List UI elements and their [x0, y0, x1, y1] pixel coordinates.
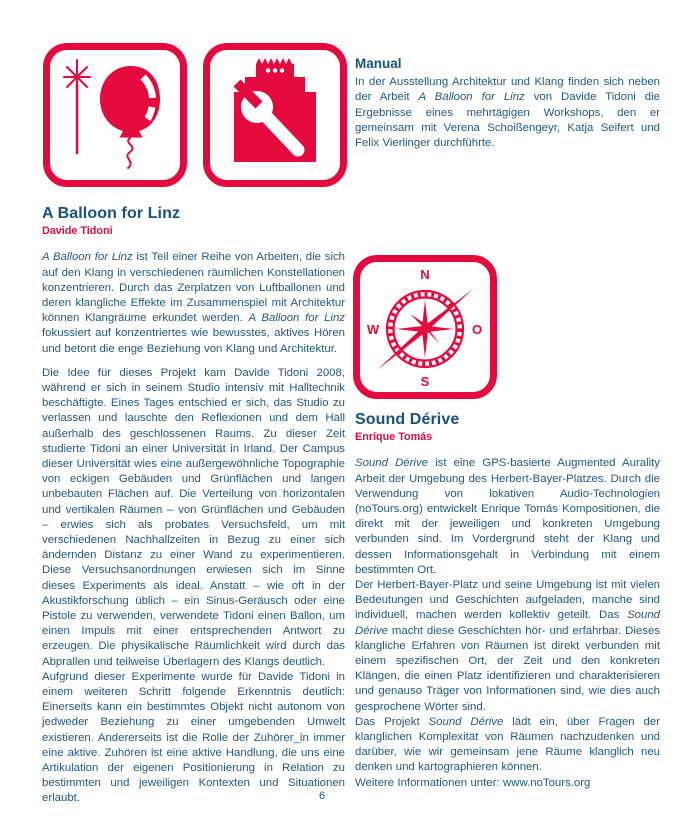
- compass-label-south: S: [420, 374, 430, 389]
- sound-article-author: Enrique Tomás: [355, 431, 433, 444]
- sound-article: [355, 411, 660, 791]
- balloon-article-paragraph: Aufgrund dieser Experimente wurde für Davide Tidoni in einem weiteren Schritt folgende Erkenntnis deutlich: Einerseits kann ein bestimmtes Objekt nicht autonom von jedweder Beziehung zu einer umgebenden Umwelt existieren. Andererseits ist die Rolle der Zuhörer_in immer eine aktive. Zuhören ist eine aktive Handlung, die uns eine Artikulation der eigenen Positionierung in Relation zu bestimmten und jeweiligen Kontexten und Situationen erlaubt.: [42, 670, 345, 805]
- sound-article-title: Sound Dérive: [355, 411, 460, 428]
- sound-article-more-info: Weitere Informationen unter: www.noTours.org: [355, 776, 591, 789]
- balloon-article-title: A Balloon for Linz: [42, 205, 181, 222]
- compass-label-west: W: [366, 322, 380, 337]
- manual-section: [355, 56, 660, 151]
- balloon-article: [42, 205, 345, 807]
- balloon-and-needle-icon: [43, 43, 187, 187]
- balloon-and-needle-graphic: [50, 50, 180, 180]
- manual-body: In der Ausstellung Architektur und Klang finden sich neben der Arbeit A Balloon for Linz von Davide Tidoni die Ergebnisse eines mehrtägigen Workshops, den er gemeinsam mit Verena Schoißengeyr, Katja Seifert und Felix Vierlinger durchführte.: [355, 76, 660, 149]
- sound-article-paragraph: Sound Dérive ist eine GPS-basierte Augmented Aurality Arbeit der Umgebung des Herbert-Bayer-Platzes. Durch die Verwendung von lokativen Audio-Technologien (noTours.org) entwickelt Enrique Tomás Kompositionen, die direkt mit der jeweiligen und konkreten Umgebung verbunden sind. Im Vordergrund steht der Klang und dessen Informationsgehalt in Verbindung mit einem bestimmten Ort.: [355, 457, 660, 576]
- building-with-wrench-graphic: [210, 50, 340, 180]
- compass-rose-graphic: [360, 262, 490, 392]
- manual-title: Manual: [355, 56, 402, 71]
- compass-label-east: O: [471, 322, 483, 337]
- balloon-article-author: Davide Tidoni: [42, 225, 113, 238]
- compass-label-north: N: [420, 267, 430, 282]
- page-number: 6: [318, 790, 326, 802]
- building-with-wrench-icon: [203, 43, 347, 187]
- sound-article-paragraph: Der Herbert-Bayer-Platz und seine Umgebung ist mit vielen Bedeutungen und Geschichten aufgeladen, manche sind individuell, machen werden kollektiv geteilt. Das Sound Dérive macht diese Geschichten hör- und erfahrbar. Dieses klangliche Erfahren von Räumen ist direkt verbunden mit einem spezifischen Ort, der Zeit und den konkreten Klängen, die einen Platz identifizieren und charakterisieren und genauso Träger von Informationen sind, wie dies auch gesprochene Wörter sind.: [355, 578, 660, 713]
- sound-article-paragraph: Das Projekt Sound Dérive lädt ein, über Fragen der klanglichen Komplexität von Räumen nachzudenken und darüber, wie wir gemeinsam jene Räume klanglich neu denken und kartographieren können.: [355, 715, 661, 774]
- balloon-article-paragraph: Die Idee für dieses Projekt kam Davide Tidoni 2008, während er sich in seinem Studio intensiv mit Halltechnik beschäftigte. Eines Tages entschied er sich, das Studio zu verlassen und lauschte den Reflexionen und dem Hall außerhalb des geschlossenen Raums. Zu dieser Zeit studierte Tidoni an einer Universität in Irland. Der Campus dieser Universität wies eine außergewöhnliche Topographie von eckigen Gebäuden und Grünflächen und langen unbebauten Flächen auf. Die Verteilung von horizontalen und vertikalen Räumen – von Grünflächen und Gebäuden – erwies sich als probates Versuchsfeld, um mit verschiedenen Nachhallzeiten in Bezug zu einer sich ändernden Distanz zu einer Wand zu experimentieren. Diese Versuchsanordnungen erwiesen sich im Sinne dieses Experiments als ideal. Anstatt – wie oft in der Akustikforschung üblich – ein Sinus-Geräusch oder eine Pistole zu verwenden, verwendete Tidoni einen Ballon, um einen Impuls mit einer entsprechenden Antwort zu erzeugen. Die physikalische Räumlichkeit wird durch das Abprallen und teilweise Überlagern des Klangs deutlich.: [42, 366, 345, 668]
- balloon-article-paragraph: A Balloon for Linz ist Teil einer Reihe von Arbeiten, die sich auf den Klang in verschiedenen räumlichen Konstellationen konzentrieren. Durch das Zerplatzen von Luftballonen und deren klangliche Effekte im Zusammenspiel mit Architektur können Klangräume erkundet werden. A Balloon for Linz fokussiert auf konzentriertes wie bewusstes, aktives Hören und betont die enge Beziehung von Klang und Architektur.: [42, 251, 346, 355]
- compass-rose-icon: [353, 255, 497, 399]
